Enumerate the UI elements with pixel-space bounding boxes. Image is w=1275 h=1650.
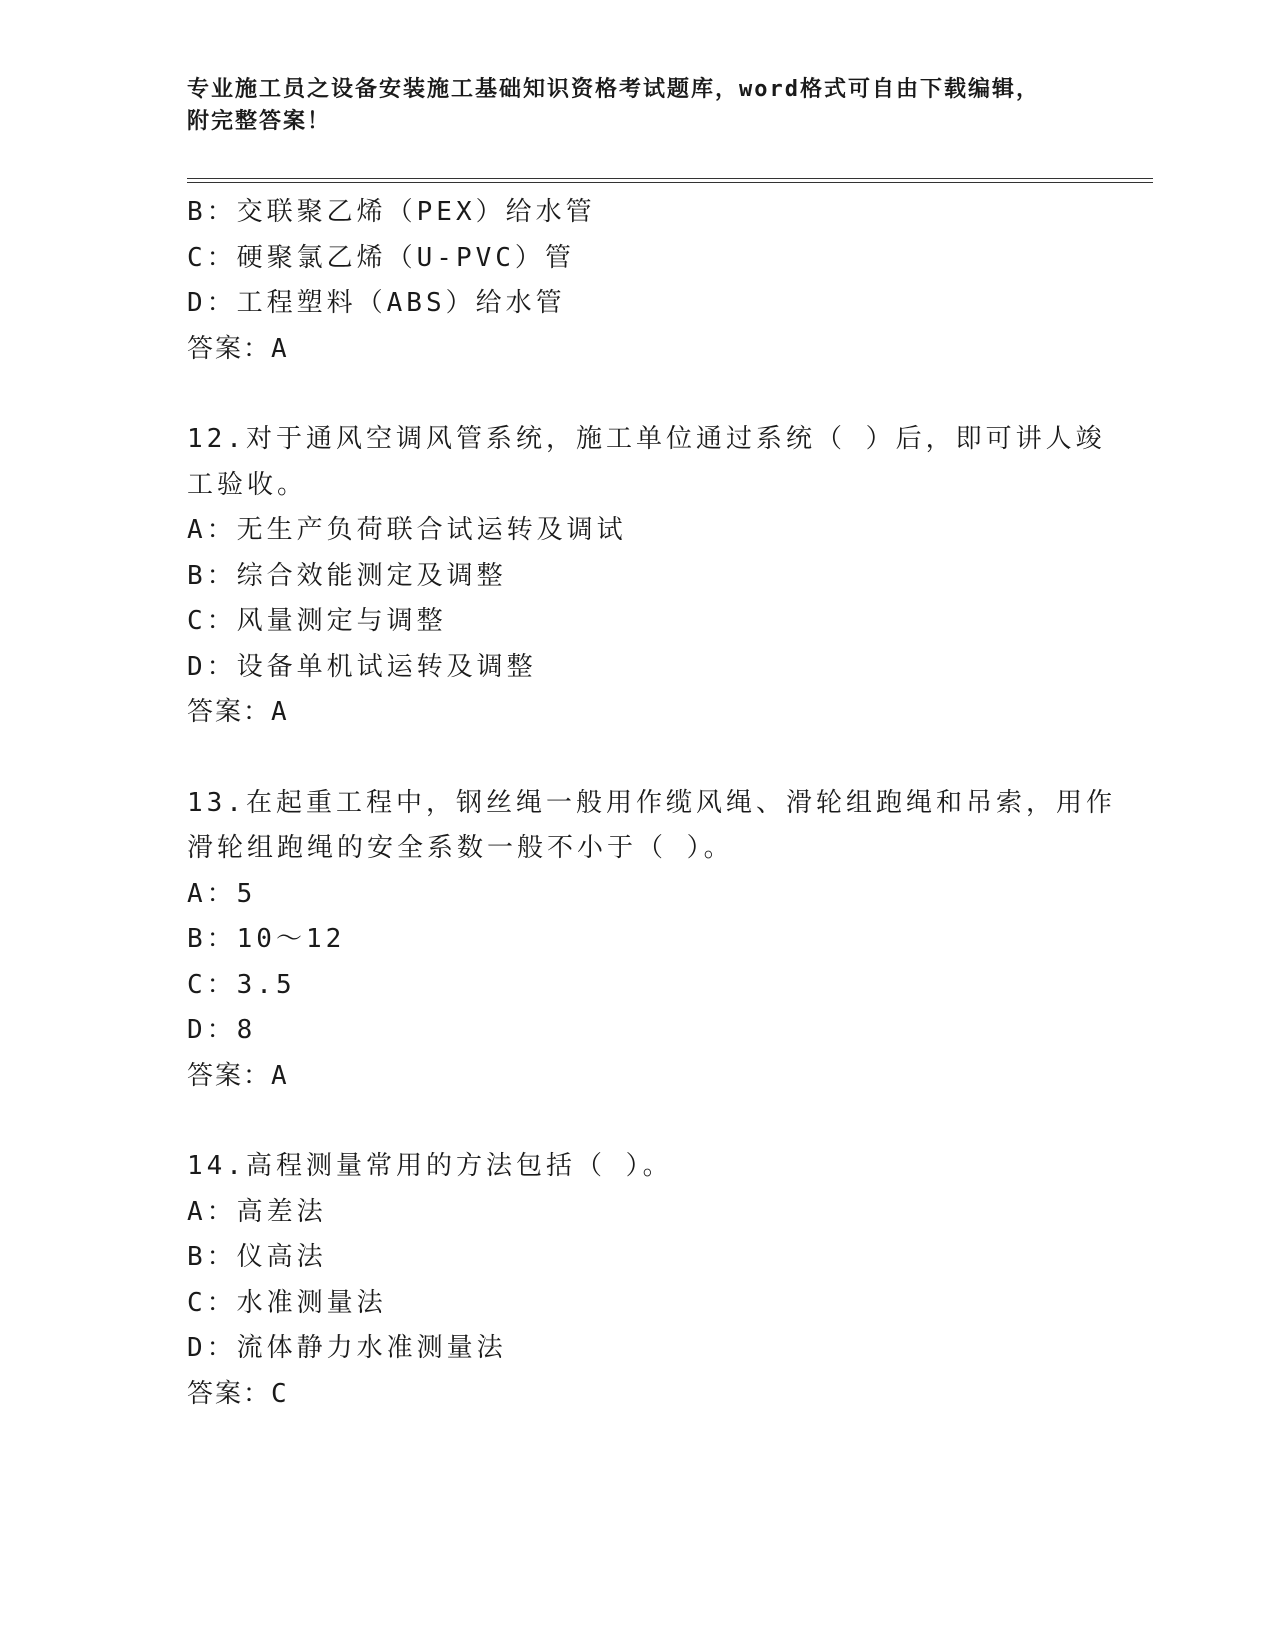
answer-line	[187, 1054, 1087, 1100]
option-letter: A：	[187, 515, 237, 545]
option-line	[187, 963, 1087, 1009]
option-text: 综合效能测定及调整	[236, 560, 507, 591]
option-letter: B：	[187, 924, 237, 954]
option-line	[187, 1008, 1087, 1054]
answer-label: 答案：	[187, 1060, 272, 1091]
option-letter: D：	[187, 1333, 237, 1363]
option-text: 流体静力水准测量法	[236, 1333, 507, 1363]
option-text: 风量测定与调整	[236, 606, 447, 636]
option-letter: D：	[187, 651, 237, 682]
option-letter: D：	[187, 1015, 237, 1045]
option-text: 无生产负荷联合试运转及调试	[236, 515, 627, 545]
header-divider	[187, 178, 1153, 183]
option-letter: C：	[187, 242, 237, 273]
answer-label: 答案：	[187, 1378, 272, 1409]
question-12	[187, 417, 1106, 736]
option-line	[187, 190, 1087, 236]
option-text: 设备单机试运转及调整	[236, 651, 537, 682]
option-line	[187, 917, 1087, 963]
question-14	[187, 1144, 1087, 1417]
option-letter: B：	[187, 560, 237, 591]
option-line	[187, 599, 1087, 645]
option-line	[187, 1326, 1087, 1372]
option-text: 仪高法	[236, 1242, 327, 1272]
option-text: 水准测量法	[236, 1287, 387, 1318]
header-line-2: 附完整答案！	[187, 109, 332, 134]
option-line	[187, 554, 1087, 600]
answer-line	[187, 690, 1087, 736]
question-13	[187, 781, 1116, 1100]
question-stem-continued: 滑轮组跑绳的安全系数一般不小于（ ）。	[187, 833, 734, 863]
option-line	[187, 1190, 1087, 1236]
option-letter: C：	[187, 969, 237, 1000]
answer-label: 答案：	[187, 697, 272, 727]
answer-value: C	[271, 1378, 289, 1409]
option-line	[187, 645, 1087, 691]
option-letter: B：	[187, 1242, 237, 1272]
option-text: 硬聚氯乙烯（U-PVC）管	[236, 242, 575, 273]
answer-line	[187, 327, 1087, 373]
question-stem: 13.在起重工程中，钢丝绳一般用作缆风绳、滑轮组跑绳和吊索，用作	[187, 787, 1116, 818]
question-stem: 14.高程测量常用的方法包括（ ）。	[187, 1151, 673, 1181]
answer-value: A	[271, 697, 289, 727]
answer-value: A	[271, 333, 289, 364]
option-letter: A：	[187, 878, 237, 909]
option-text: 10～12	[236, 924, 346, 954]
option-line	[187, 236, 1087, 282]
option-text: 5	[236, 878, 257, 909]
question-fragment	[187, 190, 1087, 372]
question-stem-continued: 工验收。	[187, 469, 308, 500]
document-header	[187, 74, 1067, 138]
option-letter: C：	[187, 1287, 237, 1318]
option-text: 工程塑料（ABS）给水管	[236, 288, 566, 318]
answer-line	[187, 1372, 1087, 1418]
option-letter: B：	[187, 197, 237, 227]
option-letter: D：	[187, 288, 237, 318]
option-line	[187, 281, 1087, 327]
option-text: 交联聚乙烯（PEX）给水管	[236, 197, 596, 227]
question-list	[187, 190, 1116, 1462]
option-line	[187, 1281, 1087, 1327]
option-text: 高差法	[236, 1196, 327, 1227]
option-text: 8	[236, 1015, 257, 1045]
option-line	[187, 872, 1087, 918]
option-letter: A：	[187, 1196, 237, 1227]
option-line	[187, 508, 1087, 554]
answer-label: 答案：	[187, 333, 272, 364]
question-stem: 12.对于通风空调风管系统，施工单位通过系统（ ）后，即可讲人竣	[187, 424, 1106, 454]
option-text: 3.5	[236, 969, 296, 1000]
option-line	[187, 1235, 1087, 1281]
option-letter: C：	[187, 606, 237, 636]
answer-value: A	[271, 1060, 289, 1091]
header-line-1: 专业施工员之设备安装施工基础知识资格考试题库，word格式可自由下载编辑，	[187, 77, 1040, 102]
